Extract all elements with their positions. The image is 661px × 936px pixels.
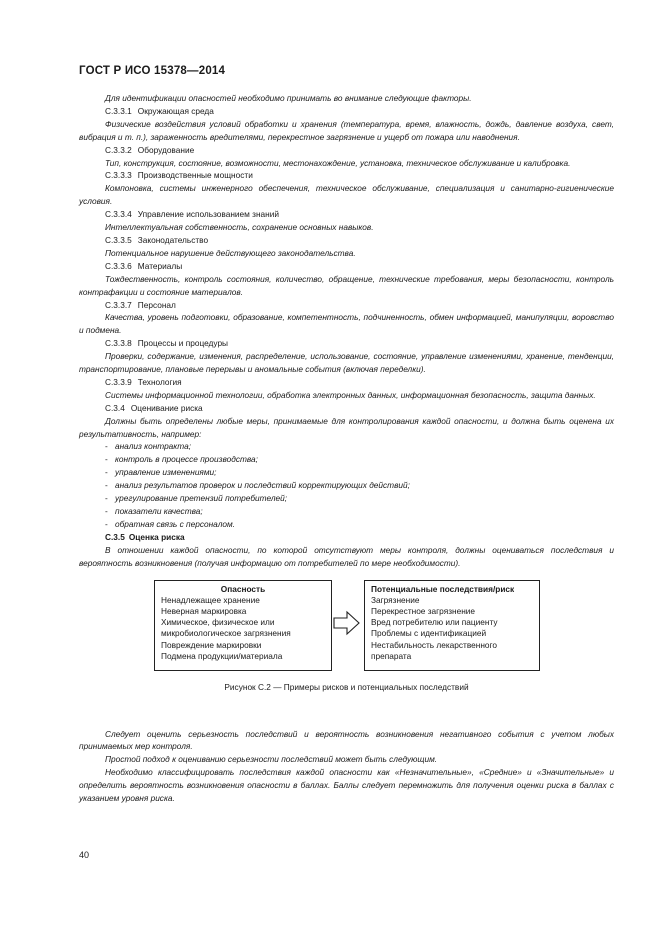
section-heading	[79, 105, 614, 118]
factor-section	[79, 169, 614, 208]
hazard-line: Неверная маркировка	[161, 605, 247, 616]
section-number: С.3.4	[105, 402, 125, 413]
section-title: Оценка риска	[128, 531, 185, 542]
section-number: С.3.3.5	[105, 234, 132, 245]
hazard-line: микробиологическое загрязнения	[161, 628, 291, 639]
section-title: Оборудование	[137, 144, 195, 155]
closing-paragraph: Необходимо классифицировать последствия каждой опасности как «Незначительные», «Средние» и «Значительные» и определить вероятность возникновения опасности в баллах. Баллы следует перемножить для получения оценки риска в баллах с указанием уровня риска.	[79, 767, 614, 804]
section-text: Системы информационной технологии, обработка электронных данных, информационная безопасность, защита данных.	[105, 389, 596, 400]
section-text: Физические воздействия условий обработки и хранения (температура, время, влажность, дождь, давление воздуха, свет, вибрация и т. п.), зараженность вредителями, перекрестное загрязнение и ущерб от пожара или наводнения.	[79, 118, 614, 142]
section-number: С.3.3.6	[105, 260, 132, 271]
section-title: Процессы и процедуры	[137, 338, 229, 349]
section-number: С.3.3.3	[105, 170, 132, 181]
section-title: Персонал	[137, 299, 176, 310]
section-heading	[79, 376, 614, 389]
section-title: Производственные мощности	[137, 170, 253, 181]
hazard-box-title: Опасность	[220, 583, 266, 594]
section-number: С.3.3.8	[105, 338, 132, 349]
risk-evaluation-section	[79, 402, 614, 531]
section-number: С.3.3.1	[105, 105, 132, 116]
hazard-line: Подмена продукции/материала	[161, 650, 283, 661]
section-text: В отношении каждой опасности, по которой отсутствуют меры контроля, должны оцениваться последствия и вероятность возникновения (получая информацию от потребителей по мере необходимости).	[79, 544, 614, 568]
factor-section	[79, 376, 614, 402]
list-item: - управление изменениями;	[105, 467, 217, 478]
consequence-line: Загрязнение	[371, 594, 420, 605]
hazard-box	[154, 580, 332, 671]
list-item: - показатели качества;	[105, 506, 203, 516]
page-number: 40	[79, 850, 90, 860]
section-title: Управление использованием знаний	[137, 209, 280, 220]
section-number: С.3.3.4	[105, 209, 132, 220]
section-text: Компоновка, системы инженерного обеспечения, техническое обслуживание, специализация и санитарно-гигиенические условия.	[79, 183, 614, 207]
list-item: - контроль в процессе производства;	[105, 454, 258, 465]
list-item: - урегулирование претензий потребителей;	[105, 493, 288, 504]
figure-caption: Рисунок С.2 — Примеры рисков и потенциальных последствий	[224, 681, 469, 692]
section-text: Тождественность, контроль состояния, количество, обращение, технические требования, меры безопасности, контроль контрафакции и состояние материалов.	[79, 273, 614, 297]
document-header: ГОСТ Р ИСО 15378—2014	[79, 65, 226, 77]
factor-section	[79, 234, 614, 260]
section-text: Интеллектуальная собственность, сохранение основных навыков.	[105, 222, 374, 233]
section-heading	[79, 531, 614, 544]
section-number: С.3.3.7	[105, 299, 132, 310]
section-heading	[79, 402, 614, 415]
factor-section	[79, 299, 614, 338]
section-text: Проверки, содержание, изменения, распределение, использование, состояние, управление изменениями, хранение, тенденции, транспортирование, плановые перерывы и аномальные события (включая переделки).	[79, 351, 614, 375]
section-heading	[79, 299, 614, 312]
list-item: - анализ контракта;	[105, 441, 192, 452]
hazard-line: Химическое, физическое или	[161, 617, 275, 628]
factor-section	[79, 208, 614, 234]
section-title: Материалы	[137, 260, 183, 271]
section-text: Тип, конструкция, состояние, возможности, местонахождение, установка, техническое обслуживание и калибровка.	[105, 157, 571, 168]
section-heading	[79, 144, 614, 157]
section-heading	[79, 208, 614, 221]
section-heading	[79, 234, 614, 247]
intro-paragraph: Для идентификации опасностей необходимо принимать во внимание следующие факторы.	[105, 93, 472, 103]
factor-section	[79, 337, 614, 376]
consequences-box	[364, 580, 540, 671]
page-content	[79, 92, 614, 805]
consequence-line: Нестабильность лекарственного	[371, 639, 498, 650]
consequences-box-title: Потенциальные последствия/риск	[371, 583, 515, 594]
consequence-line: Проблемы с идентификацией	[371, 628, 487, 639]
hazard-line: Повреждение маркировки	[161, 639, 262, 650]
section-heading	[79, 169, 614, 182]
consequence-line: Перекрестное загрязнение	[371, 605, 476, 616]
section-number: С.3.3.2	[105, 144, 132, 155]
hazard-line: Ненадлежащее хранение	[161, 594, 260, 605]
section-title: Законодательство	[137, 234, 209, 245]
list-item: - анализ результатов проверок и последствий корректирующих действий;	[105, 480, 410, 491]
section-number: С.3.5	[105, 531, 125, 542]
closing-paragraph: Следует оценить серьезность последствий и вероятность возникновения негативного события с учетом любых принимаемых мер контроля.	[79, 728, 614, 752]
section-title: Окружающая среда	[137, 105, 214, 116]
section-number: С.3.3.9	[105, 376, 132, 387]
section-text: Качества, уровень подготовки, образование, компетентность, подчиненность, обмен информацией, манипуляции, воровство и подмена.	[79, 312, 614, 336]
factor-section	[79, 144, 614, 170]
section-title: Технология	[137, 376, 182, 387]
section-text: Потенциальное нарушение действующего законодательства.	[105, 247, 356, 258]
figure-c2	[79, 580, 614, 708]
consequence-line: препарата	[371, 650, 412, 661]
list-item: - обратная связь с персоналом.	[105, 518, 235, 529]
section-heading	[79, 337, 614, 350]
section-title: Оценивание риска	[130, 402, 203, 413]
factor-section	[79, 105, 614, 144]
right-arrow-icon	[333, 610, 361, 636]
consequence-line: Вред потребителю или пациенту	[371, 617, 498, 628]
closing-paragraph: Простой подход к оцениванию серьезности последствий может быть следующим.	[105, 754, 438, 765]
section-heading	[79, 260, 614, 273]
section-text: Должны быть определены любые меры, принимаемые для контролирования каждой опасности, и должна быть оценена их результативность, например:	[79, 415, 614, 439]
risk-assessment-section	[79, 531, 614, 570]
factor-section	[79, 260, 614, 299]
